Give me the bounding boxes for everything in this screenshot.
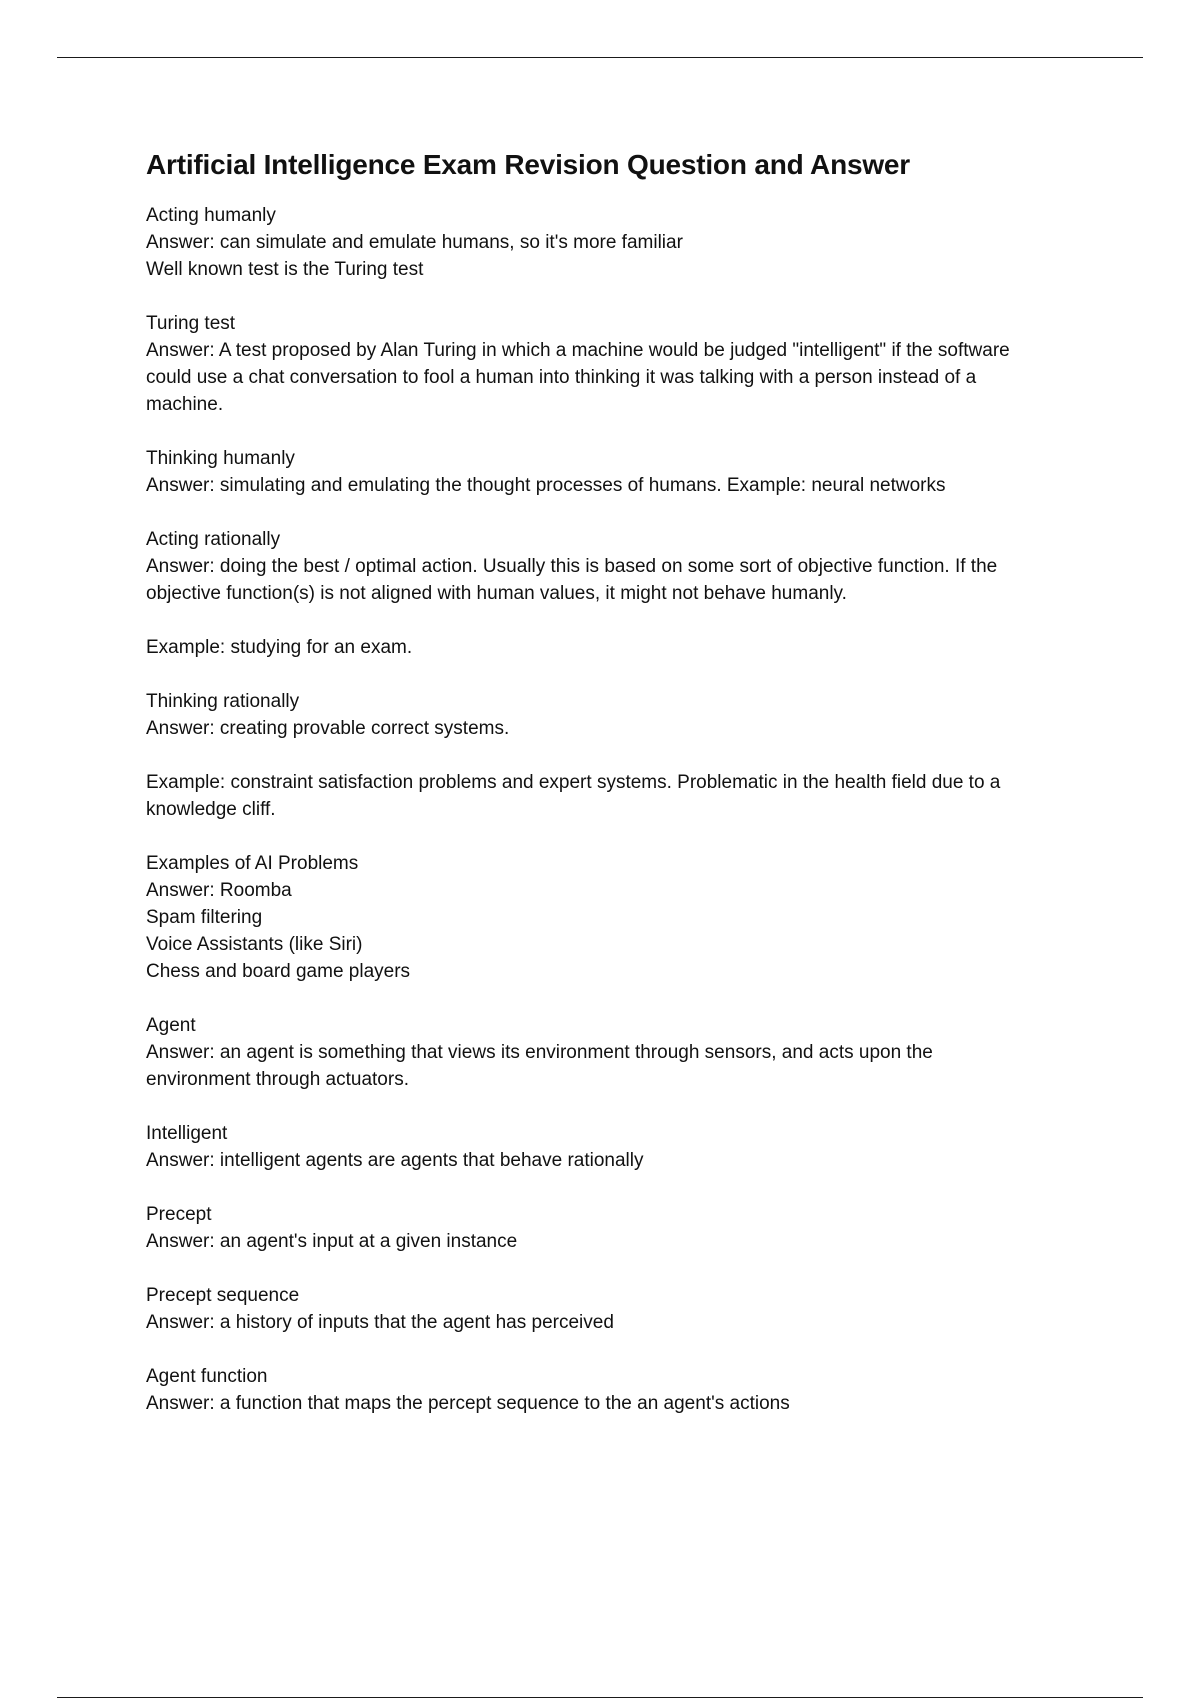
qa-agent-function bbox=[146, 1363, 1096, 1417]
question-line: Acting rationally bbox=[146, 529, 281, 550]
document-body bbox=[146, 145, 1096, 1444]
question-line: Acting humanly bbox=[146, 205, 276, 226]
example-constraint-satisfaction bbox=[146, 769, 1096, 823]
question-line: Thinking humanly bbox=[146, 448, 295, 469]
qa-precept bbox=[146, 1201, 1096, 1255]
qa-intelligent bbox=[146, 1120, 1096, 1174]
answer-line: Answer: can simulate and emulate humans, so it's more familiar bbox=[146, 232, 683, 253]
answer-line: Chess and board game players bbox=[146, 961, 411, 982]
question-line: Precept sequence bbox=[146, 1285, 300, 1306]
example-line: knowledge cliff. bbox=[146, 799, 276, 820]
question-line: Examples of AI Problems bbox=[146, 853, 359, 874]
example-line: Example: studying for an exam. bbox=[146, 637, 413, 658]
answer-line: Answer: Roomba bbox=[146, 880, 292, 901]
answer-line: Answer: intelligent agents are agents that behave rationally bbox=[146, 1150, 644, 1171]
qa-agent bbox=[146, 1012, 1096, 1093]
question-line: Thinking rationally bbox=[146, 691, 300, 712]
qa-turing-test bbox=[146, 310, 1096, 418]
example-studying bbox=[146, 634, 1096, 661]
footer-rule bbox=[57, 1697, 1143, 1698]
qa-precept-sequence bbox=[146, 1282, 1096, 1336]
answer-line: Answer: doing the best / optimal action. Usually this is based on some sort of objective function. If the bbox=[146, 556, 998, 577]
answer-line: could use a chat conversation to fool a human into thinking it was talking with a person instead of a bbox=[146, 367, 977, 388]
answer-line: Answer: A test proposed by Alan Turing in which a machine would be judged "intelligent" if the software bbox=[146, 340, 1010, 361]
answer-line: objective function(s) is not aligned with human values, it might not behave humanly. bbox=[146, 583, 847, 604]
answer-line: Voice Assistants (like Siri) bbox=[146, 934, 363, 955]
document-title: Artificial Intelligence Exam Revision Question and Answer bbox=[146, 149, 910, 180]
question-line: Precept bbox=[146, 1204, 212, 1225]
header-rule bbox=[57, 57, 1143, 58]
qa-thinking-rationally bbox=[146, 688, 1096, 742]
answer-line: Answer: simulating and emulating the thought processes of humans. Example: neural networks bbox=[146, 475, 946, 496]
answer-line: Spam filtering bbox=[146, 907, 263, 928]
qa-thinking-humanly bbox=[146, 445, 1096, 499]
answer-line: environment through actuators. bbox=[146, 1069, 409, 1090]
qa-examples-of-ai-problems bbox=[146, 850, 1096, 985]
answer-line: Well known test is the Turing test bbox=[146, 259, 424, 280]
qa-acting-rationally bbox=[146, 526, 1096, 607]
question-line: Agent function bbox=[146, 1366, 268, 1387]
answer-line: Answer: creating provable correct systems. bbox=[146, 718, 510, 739]
question-line: Intelligent bbox=[146, 1123, 228, 1144]
example-line: Example: constraint satisfaction problems and expert systems. Problematic in the health field due to a bbox=[146, 772, 1001, 793]
question-line: Turing test bbox=[146, 313, 236, 334]
qa-acting-humanly bbox=[146, 202, 1096, 283]
answer-line: Answer: a history of inputs that the agent has perceived bbox=[146, 1312, 614, 1333]
answer-line: Answer: a function that maps the percept sequence to the an agent's actions bbox=[146, 1393, 790, 1414]
answer-line: Answer: an agent is something that views its environment through sensors, and acts upon the bbox=[146, 1042, 933, 1063]
answer-line: Answer: an agent's input at a given instance bbox=[146, 1231, 518, 1252]
question-line: Agent bbox=[146, 1015, 196, 1036]
answer-line: machine. bbox=[146, 394, 224, 415]
